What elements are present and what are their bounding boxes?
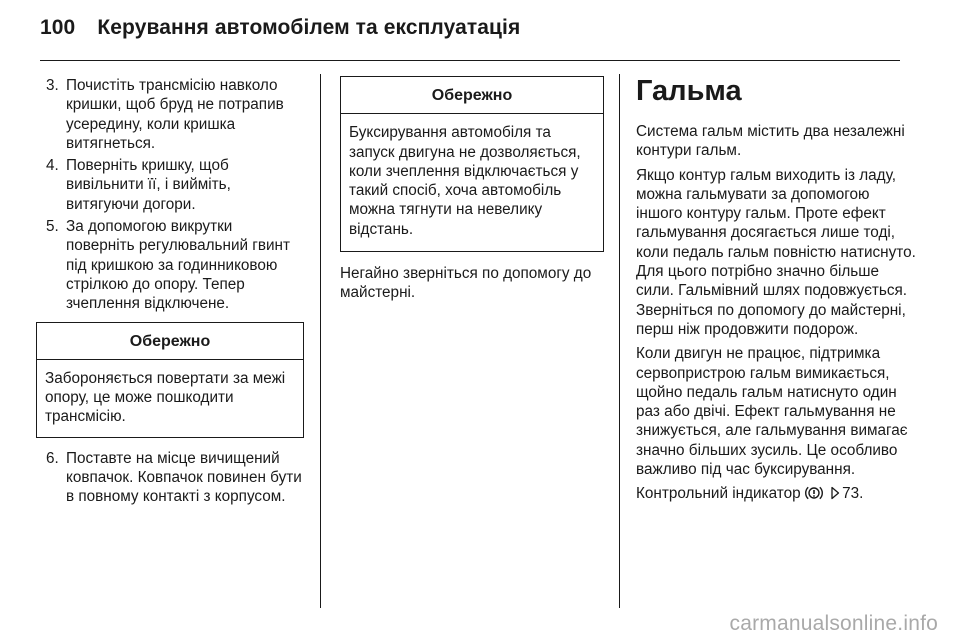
paragraph: Негайно зверніться по допомогу до майстерні. [340,265,592,302]
column-2 [340,76,604,308]
list-item [36,217,304,313]
steps-list-a [36,76,304,314]
column-divider-1 [320,74,321,608]
paragraph: Система гальм містить два незалежні контури гальм. [636,123,905,160]
page-reference-arrow-icon [830,486,840,500]
page-title: Керування автомобілем та експлуатація [97,16,521,39]
step-text: Поверніть кришку, щоб вивільнити її, і вийміть, витягуючи догори. [66,157,231,213]
caution-text: Забороняється повертати за межі опору, це може пошкодити трансмісію. [45,369,286,426]
step-number: 6. [46,449,59,467]
step-text: Поставте на місце вичищений ковпачок. Ковпачок повинен бути в повному контакті з корпусом. [66,449,302,506]
brake-warning-icon [805,485,823,501]
caution-box [340,76,604,252]
section-heading: Гальма [636,75,742,107]
list-item [36,156,304,214]
step-number: 5. [46,218,59,236]
header-rule [40,60,900,61]
page-number: 100 [40,16,76,39]
step-text: За допомогою викрутки поверніть регулювальний гвинт під кришкою за годинниковою стрілкою до опору. Тепер зчеплення відключене. [66,218,290,313]
list-item [36,449,304,507]
steps-list-b [36,449,304,507]
step-text: Почистіть трансмісію навколо кришки, щоб бруд не потрапив усередину, коли кришка витягнеться. [66,77,284,152]
caution-title: Обережно [37,323,303,360]
caution-text: Буксирування автомобіля та запуск двигуна не дозволяється, коли зчеплення відключається у такий спосіб, хоча автомобіль можна тягнути на невелику відстань. [349,124,581,238]
column-1 [36,76,304,510]
column-divider-2 [619,74,620,608]
list-item [36,76,304,153]
step-number: 4. [46,157,59,175]
indicator-page-ref: 73. [842,485,864,503]
column-3 [636,76,916,509]
indicator-reference [636,484,916,503]
step-number: 3. [46,77,59,94]
caution-title: Обережно [341,77,603,114]
paragraph: Якщо контур гальм виходить із ладу, можна гальмувати за допомогою іншого контуру гальм. Проте ефект гальмування досягається лише тоді, коли педаль гальм повністю натиснуто. Для цього потрібно значно більше сили. Гальмівний шлях подовжується. Зверніться по допомогу до майстерні, перш ніж продовжити подорож. [636,166,916,338]
paragraph: Коли двигун не працює, підтримка сервопристрою гальм вимикається, щойно педаль гальм натиснуто один раз або двічі. Ефект гальмування не знижується, але гальмування вимагає значно більших зусиль. Це особливо важливо під час буксирування. [636,345,908,479]
watermark: carmanualsonline.info [729,612,938,635]
page-header [40,16,520,40]
indicator-label: Контрольний індикатор [636,485,801,503]
caution-box [36,322,304,438]
